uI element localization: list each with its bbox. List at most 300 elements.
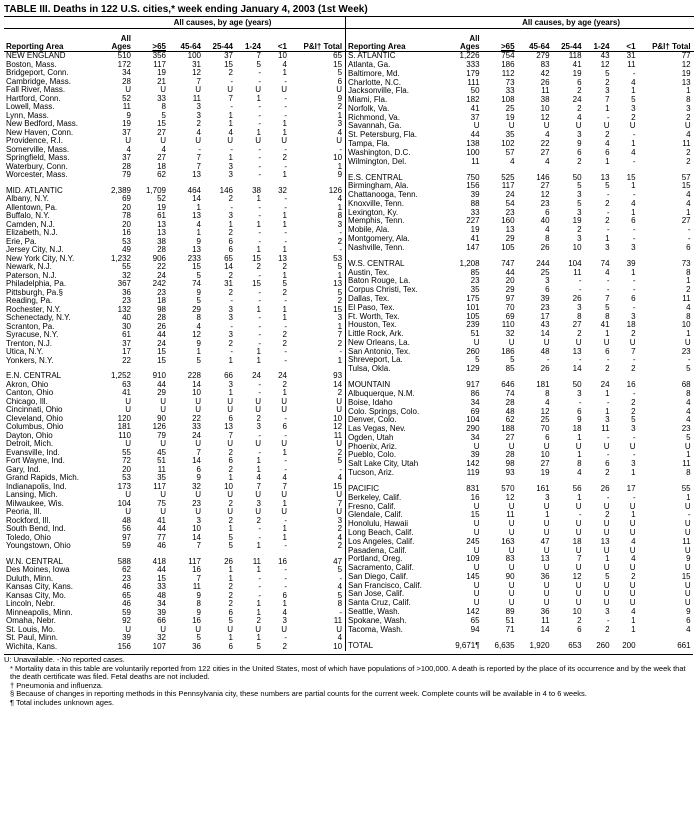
value-cell: - — [284, 583, 287, 591]
value-cell: 36 — [540, 572, 550, 581]
table-row — [4, 272, 345, 281]
value-cell: 90 — [157, 414, 166, 423]
table-row — [4, 195, 345, 204]
value-cell: 20 — [122, 465, 131, 474]
reporting-area-cell: Pittsburgh, Pa.§ — [6, 288, 63, 297]
value-cell: 2 — [228, 591, 233, 600]
value-cell: 3 — [256, 423, 261, 431]
value-cell: 1 — [282, 499, 287, 508]
table-row — [346, 356, 694, 365]
reporting-area-cell: New York City, N.Y. — [6, 254, 75, 263]
value-cell: 1 — [282, 305, 287, 314]
value-cell: U — [575, 590, 582, 599]
value-cell: 26 — [157, 322, 166, 331]
value-cell: 1 — [282, 69, 287, 77]
value-cell: U — [575, 502, 582, 511]
value-cell: 510 — [117, 51, 131, 60]
reporting-area-cell: Pueblo, Colo. — [348, 451, 397, 460]
value-cell: U — [629, 563, 636, 573]
reporting-area-cell: W.S. CENTRAL — [348, 259, 405, 268]
value-cell: 5 — [337, 591, 343, 600]
value-cell: 46 — [122, 600, 131, 608]
value-cell: U — [629, 122, 636, 131]
value-cell: 41 — [470, 104, 480, 113]
value-cell: 29 — [192, 305, 201, 314]
value-cell: 9 — [126, 111, 131, 120]
value-cell: - — [258, 389, 261, 397]
value-cell: - — [284, 322, 287, 331]
value-cell: 2 — [605, 625, 610, 634]
value-cell: 2 — [631, 365, 636, 374]
value-cell: - — [606, 493, 610, 502]
value-cell: U — [160, 406, 166, 414]
value-cell: 4 — [605, 139, 610, 148]
value-cell: 6 — [577, 78, 582, 87]
value-cell: 28 — [157, 246, 166, 254]
reporting-area-cell: Houston, Tex. — [348, 321, 397, 330]
value-cell: 1,709 — [145, 186, 166, 195]
value-cell: 1,226 — [459, 51, 480, 61]
reporting-area-cell: E.S. CENTRAL — [348, 173, 403, 182]
reporting-area-cell: Chicago, Ill. — [6, 397, 48, 406]
value-cell: 4 — [686, 199, 691, 208]
value-cell: 37 — [224, 51, 233, 60]
value-cell: 2 — [228, 271, 233, 280]
table-row — [346, 555, 694, 564]
value-cell: 47 — [540, 537, 550, 546]
table-row — [4, 129, 345, 138]
value-cell: 32 — [505, 329, 515, 339]
value-cell: 13 — [224, 423, 233, 431]
value-cell: 21 — [157, 77, 166, 86]
value-cell: 30 — [122, 322, 131, 331]
value-cell: 3 — [631, 424, 636, 434]
value-cell: 41 — [122, 389, 131, 397]
value-cell: 6 — [196, 465, 201, 474]
reporting-area-cell: Tulsa, Okla. — [348, 365, 391, 374]
value-cell: 11 — [122, 103, 131, 111]
value-cell: 4 — [161, 145, 166, 154]
value-cell: 3 — [228, 305, 233, 314]
table-row — [4, 154, 345, 163]
reporting-area-cell: Colo. Springs, Colo. — [348, 407, 420, 416]
value-cell: 1 — [256, 465, 261, 474]
value-cell: 48 — [157, 591, 166, 600]
reporting-area-cell: Wilmington, Del. — [348, 157, 407, 166]
value-cell: 4 — [631, 555, 636, 564]
value-cell: 22 — [540, 139, 550, 148]
value-cell: 2 — [228, 448, 233, 457]
value-cell: 65 — [333, 51, 343, 60]
value-cell: 44 — [470, 131, 480, 140]
table-row — [346, 70, 694, 79]
table-row — [4, 314, 345, 323]
value-cell: 24 — [157, 339, 166, 348]
value-cell: - — [258, 525, 261, 533]
value-cell: 2 — [631, 113, 636, 122]
reporting-area-cell: Phoenix, Ariz. — [348, 442, 397, 451]
value-cell: 1,208 — [459, 259, 480, 268]
value-cell: 163 — [501, 537, 515, 546]
value-cell: U — [281, 440, 287, 448]
value-cell: 50 — [572, 173, 582, 182]
table-row — [4, 323, 345, 332]
value-cell: 4 — [545, 131, 550, 140]
value-cell: U — [603, 528, 610, 537]
value-cell: 1 — [686, 451, 691, 460]
value-cell: 18 — [572, 424, 582, 434]
value-cell: 156 — [466, 182, 480, 191]
value-cell: 62 — [157, 171, 166, 179]
value-cell: - — [632, 69, 636, 78]
value-cell: U — [603, 590, 610, 599]
value-cell: 16 — [470, 493, 480, 502]
value-cell: - — [258, 448, 261, 457]
reporting-area-cell: Des Moines, Iowa — [6, 566, 70, 574]
value-cell: 2 — [605, 365, 610, 374]
value-cell: - — [632, 493, 636, 502]
reporting-area-cell: Seattle, Wash. — [348, 607, 400, 616]
reporting-area-cell: Lowell, Mass. — [6, 103, 55, 111]
value-cell: 175 — [466, 294, 480, 303]
reporting-area-cell: Memphis, Tenn. — [348, 217, 405, 226]
value-cell: 4 — [337, 583, 343, 591]
value-cell: 13 — [600, 173, 610, 182]
table-row — [4, 289, 345, 298]
value-cell: 41 — [470, 234, 480, 244]
value-cell: U — [281, 137, 287, 145]
value-cell: 10 — [192, 525, 201, 533]
value-cell: U — [336, 440, 343, 448]
value-cell: 65 — [224, 254, 233, 263]
value-cell: U — [543, 122, 550, 131]
value-cell: - — [578, 398, 582, 407]
value-cell: - — [258, 591, 261, 600]
reporting-area-cell: Boston, Mass. — [6, 60, 57, 69]
value-cell: 2 — [686, 148, 691, 157]
value-cell: - — [258, 288, 261, 297]
value-cell: - — [284, 297, 287, 305]
value-cell: 1 — [605, 389, 610, 398]
table-row — [4, 575, 345, 584]
table-row — [4, 423, 345, 432]
value-cell: 5 — [161, 111, 166, 120]
value-cell: 34 — [122, 69, 131, 77]
value-cell: U — [575, 442, 582, 451]
value-cell: 23 — [122, 574, 131, 583]
value-cell: 244 — [536, 259, 550, 268]
value-cell: 570 — [501, 484, 515, 494]
value-cell: 1 — [605, 329, 610, 339]
value-cell: - — [632, 433, 636, 442]
value-cell: 8 — [686, 95, 691, 105]
value-cell: 2 — [282, 263, 287, 271]
value-cell: 1 — [631, 468, 636, 478]
value-cell: 15 — [333, 60, 343, 69]
value-cell: 9 — [337, 94, 343, 103]
table-row — [346, 295, 694, 304]
gap-cell — [346, 252, 694, 259]
value-cell: 1 — [577, 451, 582, 460]
value-cell: 7 — [282, 482, 287, 491]
value-cell: 59 — [122, 608, 131, 617]
reporting-area-cell: Richmond, Va. — [348, 113, 400, 122]
value-cell: 3 — [337, 314, 343, 322]
value-cell: U — [281, 406, 287, 414]
table-row — [4, 357, 345, 366]
value-cell: 2 — [631, 572, 636, 581]
value-cell: U — [543, 599, 550, 608]
value-cell: 28 — [505, 398, 515, 407]
reporting-area-cell: Salt Lake City, Utah — [348, 460, 419, 469]
value-cell: 100 — [466, 148, 480, 157]
value-cell: U — [508, 581, 515, 590]
value-cell: 20 — [122, 203, 131, 212]
value-cell: U — [508, 338, 515, 347]
value-cell: 4 — [196, 220, 201, 229]
value-cell: 44 — [157, 566, 166, 574]
value-cell: U — [195, 508, 201, 516]
table-row — [4, 457, 345, 466]
value-cell: 9 — [196, 608, 201, 617]
table-row — [346, 260, 694, 269]
value-cell: 22 — [192, 414, 201, 423]
value-cell: 4 — [337, 128, 343, 137]
reporting-area-cell: Berkeley, Calif. — [348, 493, 402, 502]
value-cell: 69 — [122, 195, 131, 203]
value-cell: U — [575, 338, 582, 347]
value-cell: 5 — [605, 572, 610, 581]
value-cell: 13 — [278, 254, 287, 263]
value-cell: 34 — [470, 398, 480, 407]
value-cell: 1 — [605, 234, 610, 244]
value-cell: 9,671¶ — [455, 641, 480, 650]
value-cell: - — [632, 234, 636, 244]
value-cell: 3 — [196, 103, 201, 111]
value-cell: 9 — [577, 139, 582, 148]
value-cell: 1 — [256, 356, 261, 365]
value-cell: 2 — [282, 154, 287, 162]
value-cell: U — [195, 397, 201, 406]
table-row — [346, 96, 694, 105]
value-cell: 356 — [152, 51, 166, 60]
table-row — [4, 146, 345, 155]
value-cell: - — [258, 533, 261, 542]
value-cell: 917 — [466, 381, 480, 390]
value-cell: 1 — [282, 128, 287, 137]
value-cell: U — [160, 508, 166, 516]
value-cell: U — [543, 590, 550, 599]
reporting-area-cell: New Haven, Conn. — [6, 128, 74, 137]
value-cell: 77 — [157, 533, 166, 542]
value-cell: U — [684, 599, 691, 608]
value-cell: U — [227, 440, 233, 448]
value-cell: 26 — [224, 557, 233, 566]
value-cell: 1 — [631, 268, 636, 277]
value-cell: - — [632, 157, 636, 166]
value-cell: 24 — [600, 381, 610, 390]
value-cell: 31 — [626, 51, 636, 61]
value-cell: 15 — [157, 574, 166, 583]
table-row — [346, 78, 694, 87]
value-cell: 31 — [192, 60, 201, 69]
value-cell: - — [258, 162, 261, 171]
value-cell: - — [606, 356, 610, 365]
value-cell: 35 — [470, 286, 480, 295]
value-cell: 1 — [605, 407, 610, 416]
value-cell: - — [258, 69, 261, 77]
value-cell: 5 — [577, 199, 582, 208]
reporting-area-cell: Cleveland, Ohio — [6, 414, 63, 423]
value-cell: 13 — [505, 226, 515, 235]
value-cell: 2 — [228, 195, 233, 203]
value-cell: 3 — [631, 312, 636, 321]
value-cell: 1,232 — [110, 254, 131, 263]
reporting-area-cell: Utica, N.Y. — [6, 348, 44, 356]
value-cell: 200 — [622, 641, 636, 650]
value-cell: 233 — [187, 254, 201, 263]
value-cell: 62 — [505, 416, 515, 425]
value-cell: U — [160, 625, 166, 634]
value-cell: 17 — [540, 312, 550, 321]
table-row — [4, 500, 345, 509]
value-cell: 1 — [228, 525, 233, 533]
table-row — [4, 491, 345, 500]
value-cell: 19 — [157, 203, 166, 212]
table-row — [346, 529, 694, 538]
value-cell: 73 — [681, 259, 691, 268]
value-cell: - — [284, 634, 287, 642]
table-row — [4, 112, 345, 121]
reporting-area-cell: Paterson, N.J. — [6, 271, 57, 280]
table-row — [346, 617, 694, 626]
value-cell: 33 — [192, 423, 201, 431]
value-cell: U — [255, 137, 261, 145]
section-gap — [346, 252, 694, 259]
value-cell: 2 — [196, 120, 201, 128]
value-cell: U — [543, 338, 550, 347]
value-cell: 3 — [337, 220, 343, 229]
table-row — [4, 432, 345, 441]
value-cell: 7 — [256, 482, 261, 491]
reporting-area-cell: Omaha, Nebr. — [6, 617, 56, 625]
value-cell: - — [339, 246, 343, 254]
reporting-area-cell: Tacoma, Wash. — [348, 625, 403, 634]
reporting-area-cell: St. Paul, Minn. — [6, 634, 59, 642]
table-row — [346, 286, 694, 295]
value-cell: 2 — [337, 542, 343, 550]
reporting-area-cell: Miami, Fla. — [348, 95, 388, 105]
value-cell: 34 — [157, 600, 166, 608]
value-cell: 160 — [501, 217, 515, 226]
value-cell: 15 — [681, 182, 691, 191]
value-cell: 97 — [122, 533, 131, 542]
reporting-area-cell: Tampa, Fla. — [348, 139, 390, 148]
value-cell: 51 — [505, 616, 515, 625]
value-cell: 5 — [282, 280, 287, 288]
value-cell: 34 — [470, 433, 480, 442]
value-cell: U — [195, 406, 201, 414]
value-cell: 4 — [686, 398, 691, 407]
value-cell: 5 — [577, 182, 582, 191]
value-cell: 418 — [152, 557, 166, 566]
value-cell: 4 — [228, 128, 233, 137]
value-cell: 8 — [196, 314, 201, 322]
value-cell: 104 — [117, 499, 131, 508]
reporting-area-cell: Albany, N.Y. — [6, 195, 49, 203]
value-cell: 182 — [466, 95, 480, 105]
value-cell: 3 — [577, 389, 582, 398]
value-cell: 24 — [572, 95, 582, 105]
value-cell: 7 — [337, 499, 343, 508]
value-cell: 104 — [466, 416, 480, 425]
value-cell: - — [284, 145, 287, 154]
value-cell: 66 — [157, 617, 166, 625]
gap-cell — [4, 551, 345, 558]
value-cell: U — [629, 520, 636, 529]
value-cell: U — [195, 86, 201, 94]
reporting-area-cell: Somerville, Mass. — [6, 145, 70, 154]
reporting-area-cell: MOUNTAIN — [348, 381, 391, 390]
value-cell: 25 — [540, 268, 550, 277]
value-cell: 8 — [196, 600, 201, 608]
reporting-area-cell: Austin, Tex. — [348, 268, 390, 277]
value-cell: 186 — [501, 60, 515, 69]
table-row — [4, 212, 345, 221]
value-cell: - — [258, 77, 261, 86]
value-cell: 5 — [605, 182, 610, 191]
value-cell: 6 — [228, 457, 233, 465]
reporting-area-cell: Mobile, Ala. — [348, 226, 390, 235]
table-row — [4, 120, 345, 129]
value-cell: U — [227, 508, 233, 516]
table-row — [4, 558, 345, 567]
value-cell: 12 — [192, 331, 201, 339]
value-cell: 10 — [540, 451, 550, 460]
value-cell: 19 — [681, 69, 691, 78]
value-cell: - — [258, 229, 261, 237]
value-cell: 260 — [596, 641, 610, 650]
value-cell: - — [632, 190, 636, 200]
value-cell: 79 — [122, 171, 131, 179]
value-cell: U — [543, 528, 550, 537]
value-cell: 22 — [122, 356, 131, 365]
table-row — [346, 131, 694, 140]
value-cell: 63 — [122, 380, 131, 389]
value-cell: 88 — [470, 199, 480, 208]
value-cell: 146 — [536, 173, 550, 182]
reporting-area-cell: Spokane, Wash. — [348, 616, 407, 625]
value-cell: U — [255, 406, 261, 414]
value-cell: 43 — [600, 51, 610, 61]
value-cell: 3 — [228, 162, 233, 171]
value-cell: 15 — [681, 572, 691, 581]
value-cell: U — [227, 625, 233, 634]
value-cell: 1 — [256, 246, 261, 254]
value-cell: 24 — [278, 372, 287, 380]
table-row — [4, 372, 345, 381]
value-cell: U — [603, 520, 610, 529]
value-cell: 5 — [510, 356, 515, 365]
value-cell: U — [473, 599, 480, 608]
table-row — [346, 434, 694, 443]
table-row — [4, 69, 345, 78]
value-cell: - — [258, 314, 261, 322]
value-cell: 2 — [228, 465, 233, 474]
value-cell: U — [473, 581, 480, 590]
value-cell: 831 — [466, 484, 480, 494]
value-cell: U — [255, 397, 261, 406]
